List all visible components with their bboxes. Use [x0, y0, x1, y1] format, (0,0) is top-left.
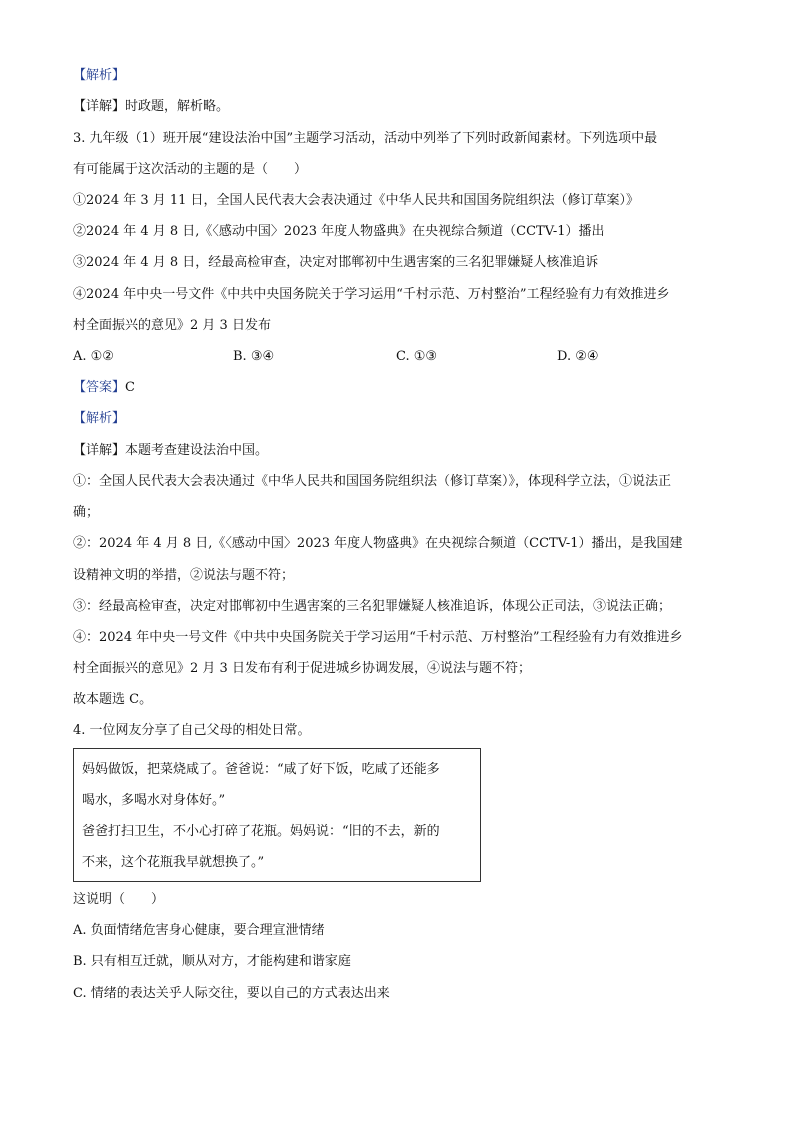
anecdote-line-3: 爸爸打扫卫生，不小心打碎了花瓶。妈妈说：“旧的不去，新的	[82, 824, 440, 839]
question-4-option-a: A. 负面情绪危害身心健康，要合理宣泄情绪	[73, 923, 325, 938]
explanation-2-line-1: ②：2024 年 4 月 8 日,《〈感动中国〉2023 年度人物盛典》在央视综合频道（CCTV-1）播出，是我国建	[73, 536, 683, 551]
question-4-stem: 4. 一位网友分享了自己父母的相处日常。	[73, 723, 311, 738]
question-4-prompt: 这说明（ ）	[73, 892, 165, 907]
question-3-option-b: B. ③④	[233, 349, 275, 364]
question-3-analysis-heading: 【解析】	[73, 411, 126, 426]
question-3-stem-line-2: 有可能属于这次活动的主题的是（ ）	[73, 162, 308, 177]
question-3-item-2: ②2024 年 4 月 8 日,《〈感动中国〉2023 年度人物盛典》在央视综合频道（CCTV-1）播出	[73, 224, 605, 239]
question-3-item-1: ①2024 年 3 月 11 日，全国人民代表大会表决通过《中华人民共和国国务院组织法（修订草案）》	[73, 193, 640, 208]
anecdote-line-4: 不来，这个花瓶我早就想换了。”	[82, 855, 265, 870]
question-3-option-d: D. ②④	[557, 349, 599, 364]
analysis-heading: 【解析】	[73, 68, 126, 83]
question-3-answer	[73, 378, 135, 398]
explanation-1-line-2: 确；	[73, 505, 100, 520]
question-3-item-4-line-2: 村全面振兴的意见》2 月 3 日发布	[73, 318, 271, 333]
question-3-detail-intro: 【详解】本题考查建设法治中国。	[73, 443, 269, 458]
question-3-option-a: A. ①②	[73, 349, 114, 364]
question-4-option-c: C. 情绪的表达关乎人际交往，要以自己的方式表达出来	[73, 986, 390, 1001]
explanation-4-line-1: ④：2024 年中央一号文件《中共中央国务院关于学习运用“千村示范、万村整治”工程经验有力有效推进乡	[73, 630, 683, 645]
anecdote-line-1: 妈妈做饭，把菜烧咸了。爸爸说：“咸了好下饭，吃咸了还能多	[82, 762, 440, 777]
question-3-conclusion: 故本题选 C。	[73, 692, 153, 707]
explanation-1-line-1: ①：全国人民代表大会表决通过《中华人民共和国国务院组织法（修订草案）》，体现科学立法，①说法正	[73, 474, 672, 489]
question-3-option-c: C. ①③	[396, 349, 438, 364]
question-3-stem-line-1: 3. 九年级（1）班开展“建设法治中国”主题学习活动，活动中列举了下列时政新闻素材。下列选项中最	[73, 131, 658, 146]
explanation-2-line-2: 设精神文明的举措，②说法与题不符；	[73, 568, 295, 583]
detail-text: 【详解】时政题，解析略。	[73, 99, 230, 114]
explanation-4-line-2: 村全面振兴的意见》2 月 3 日发布有利于促进城乡协调发展，④说法与题不符；	[73, 661, 531, 676]
anecdote-line-2: 喝水，多喝水对身体好。”	[82, 793, 226, 808]
question-3-item-3: ③2024 年 4 月 8 日，经最高检审查，决定对邯郸初中生遇害案的三名犯罪嫌疑人核准追诉	[73, 255, 599, 270]
answer-label: 【答案】	[73, 380, 126, 395]
answer-value: C	[125, 380, 135, 395]
question-3-item-4-line-1: ④2024 年中央一号文件《中共中央国务院关于学习运用“千村示范、万村整治”工程经验有力有效推进乡	[73, 287, 670, 302]
explanation-3: ③：经最高检审查，决定对邯郸初中生遇害案的三名犯罪嫌疑人核准追诉，体现公正司法，③说法正确；	[73, 599, 672, 614]
question-4-option-b: B. 只有相互迁就，顺从对方，才能构建和谐家庭	[73, 954, 351, 969]
anecdote-box	[73, 748, 481, 882]
